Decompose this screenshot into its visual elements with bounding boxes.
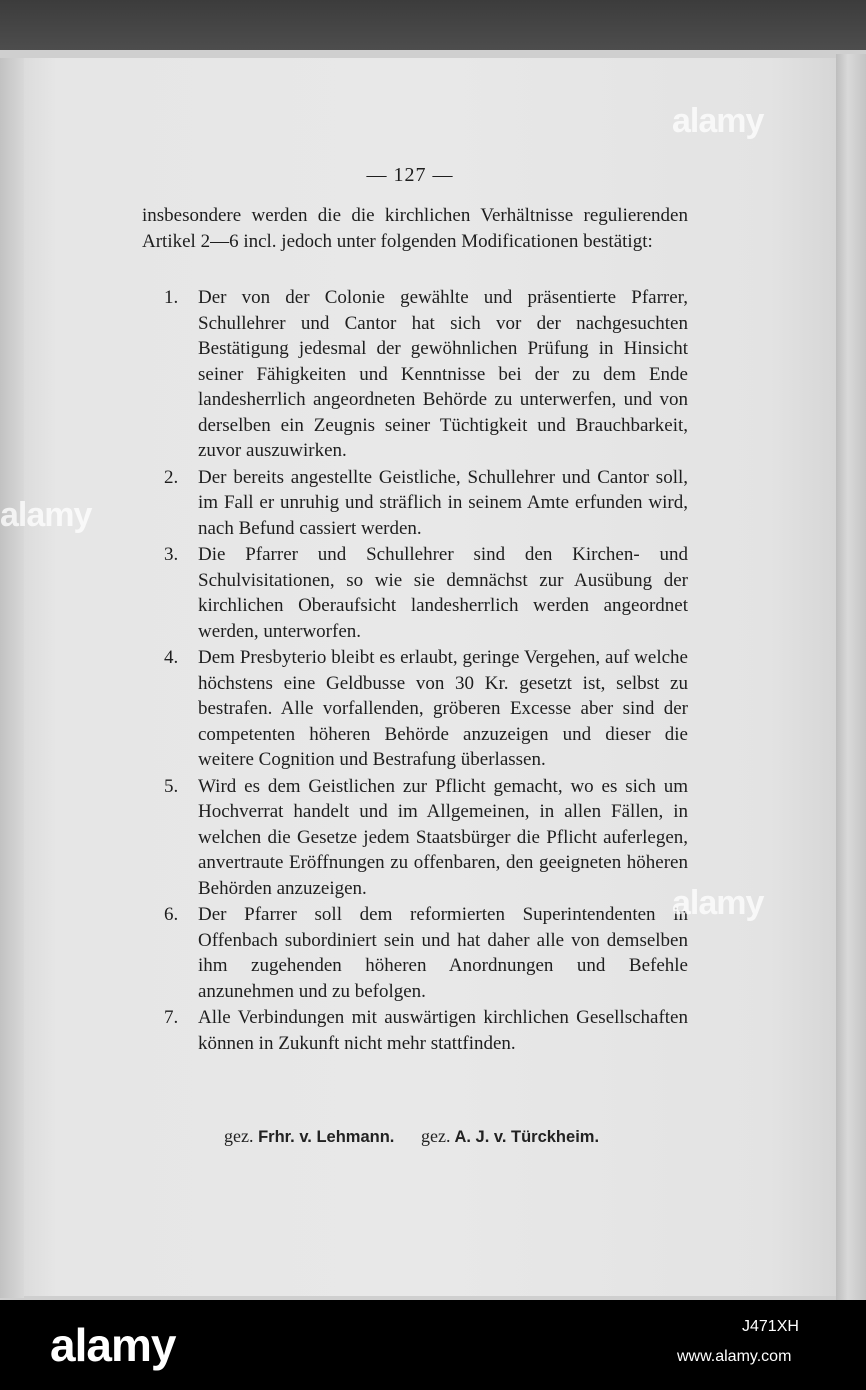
page-number: — 127 — [366,164,454,186]
item-text: Der von der Colonie gewählte und präsentierte Pfarrer, Schullehrer und Cantor hat sich vor der nachgesuchten Bestätigung jedesmal der gewöhnlichen Prüfung in Hinsicht seiner Fähigkeiten und Kenntnisse bei der zu dem Ende landesherrlich angeordneten Behörde zu unterwerfen, und von derselben ein Zeugnis seiner Tüchtigkeit und Brauchbarkeit, zuvor auszuwirken. [198,287,688,461]
item-text: Wird es dem Geistlichen zur Pflicht gemacht, wo es sich um Hochverrat handelt und im Allgemeinen, in allen Fällen, in welchen die Gesetze jedem Staatsbürger die Pflicht auferlegen, anvertraute Eröffnungen zu offenbaren, den geeigneten höheren Behörden anzuzeigen. [198,775,688,899]
signature-tuerckheim [421,1126,599,1147]
list-item [142,902,688,1004]
signature-prefix: gez. [420,1126,451,1146]
signature-prefix: gez. [224,1126,254,1146]
item-number: 7. [164,1007,179,1028]
list-item [142,465,688,542]
watermark-overlay: alamy [0,496,92,534]
list-item [142,285,688,464]
watermark-overlay: alamy [672,102,764,140]
item-number: 4. [164,647,179,668]
list-item [142,542,688,644]
item-text: Der bereits angestellte Geistliche, Schullehrer und Cantor soll, im Fall er unruhig und sträflich in seinem Amte erfunden wird, nach Befund cassiert werden. [198,466,688,539]
signature-name: A. J. v. Türckheim. [454,1128,600,1146]
watermark-overlay: alamy [672,884,764,922]
item-text: Die Pfarrer und Schullehrer sind den Kirchen- und Schulvisitationen, so wie sie demnächst zur Ausübung der kirchlichen Oberaufsicht landesherrlich werden angeordnet werden, unterworfen. [198,544,688,642]
watermark-site: www.alamy.com [677,1348,792,1365]
item-text: Alle Verbindungen mit auswärtigen kirchlichen Gesellschaften können in Zukunft nicht mehr stattfinden. [198,1007,688,1054]
signature-lehmann [224,1126,394,1147]
signature-line [224,1126,694,1147]
item-text: Dem Presbyterio bleibt es erlaubt, geringe Vergehen, auf welche höchstens eine Geldbusse von 30 Kr. gesetzt ist, selbst zu bestrafen. Alle vorfallenden, gröberen Excesse aber sind der competenten höheren Behörde anzuzeigen und dieser die weitere Cognition und Bestrafung überlassen. [198,647,688,770]
list-item [142,774,688,902]
item-number: 1. [164,287,179,308]
intro-paragraph: insbesondere werden die die kirchlichen Verhältnisse regulierenden Artikel 2—6 incl. jedoch unter folgenden Modificationen bestätigt: [142,205,688,252]
item-number: 5. [164,775,179,797]
item-number: 2. [164,466,179,488]
article-list [142,285,688,1057]
list-item [142,1005,688,1056]
item-number: 3. [164,544,179,565]
alamy-logo: alamy [50,1319,176,1371]
item-text: Der Pfarrer soll dem reformierten Superintendenten in Offenbach subordiniert sein und hat daher alle von demselben ihm zugehenden höheren Anordnungen und Befehle anzunehmen und zu befolgen. [198,904,688,1002]
list-item [142,645,688,773]
item-number: 6. [164,904,179,925]
image-id: J471XH [742,1318,799,1335]
signature-name: Frhr. v. Lehmann. [258,1128,395,1146]
